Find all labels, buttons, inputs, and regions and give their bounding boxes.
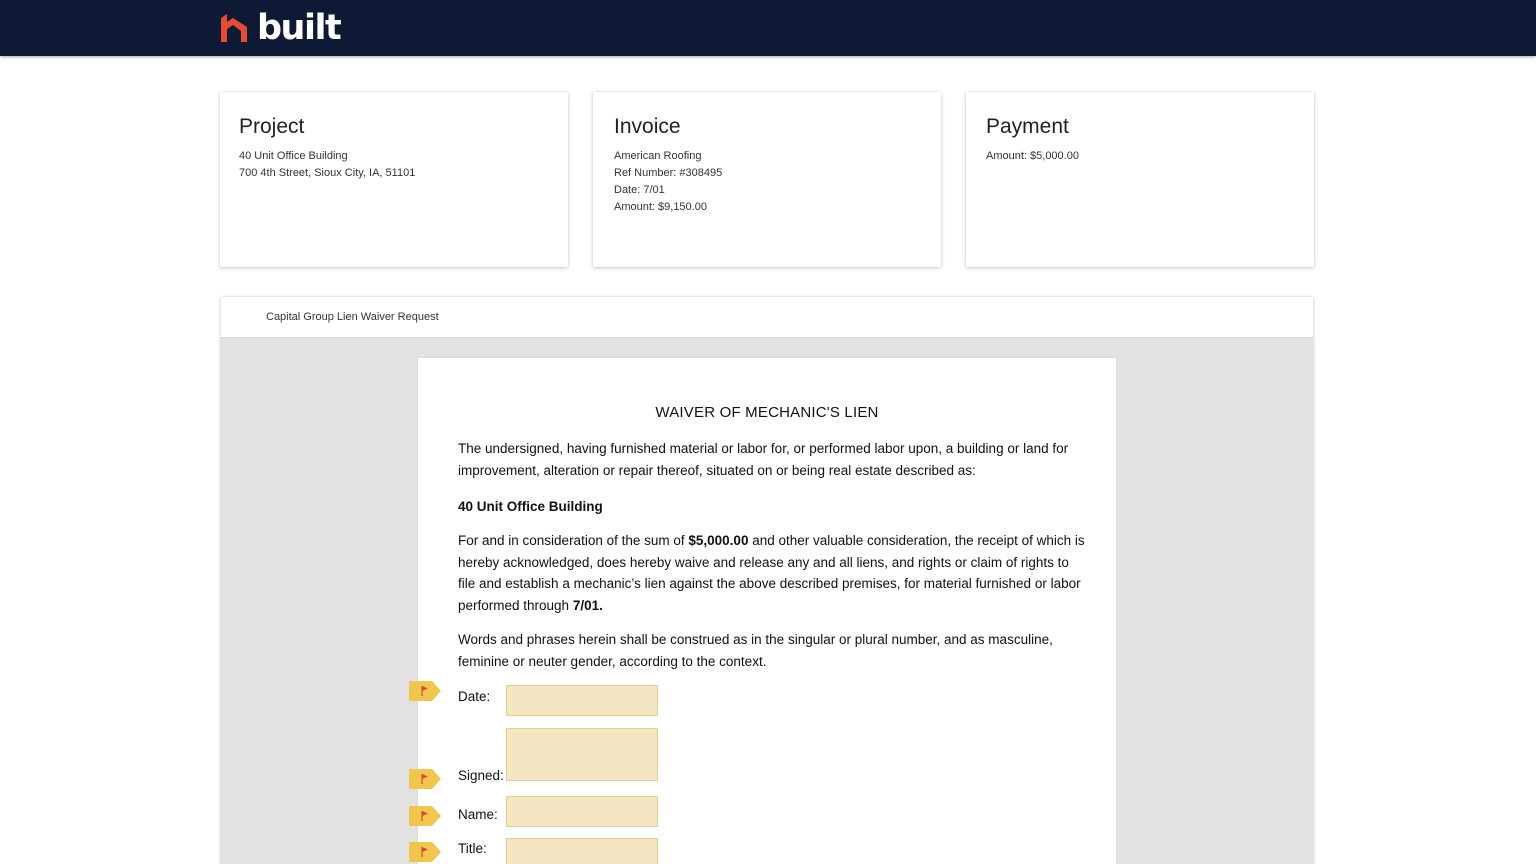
built-logo-icon <box>219 12 249 44</box>
title-field-flag-icon[interactable] <box>409 842 441 862</box>
document-title-tab[interactable]: Capital Group Lien Waiver Request <box>266 311 439 323</box>
waiver-title: WAIVER OF MECHANIC'S LIEN <box>655 404 879 421</box>
name-field-flag-icon[interactable] <box>409 806 441 826</box>
consideration-text-1: For and in consideration of the sum of <box>458 533 689 548</box>
invoice-amount: Amount: $9,150.00 <box>614 201 707 213</box>
name-label: Name: <box>458 807 498 822</box>
waiver-intro-paragraph: The undersigned, having furnished material or labor for, or performed labor upon, a building or land for improvement, alteration or repair thereof, situated on or being real estate described as: <box>458 441 1069 478</box>
signature-field-flag-icon[interactable] <box>409 769 441 789</box>
invoice-ref-number: Ref Number: #308495 <box>614 167 723 179</box>
project-name: 40 Unit Office Building <box>239 150 348 162</box>
project-card-title: Project <box>239 115 305 138</box>
payment-card-title: Payment <box>986 115 1069 138</box>
logo-text: built <box>257 8 341 48</box>
date-label: Date: <box>458 689 491 704</box>
title-input[interactable] <box>506 838 658 864</box>
waiver-consideration-paragraph <box>458 530 1088 616</box>
invoice-card <box>593 92 941 267</box>
waiver-construction-paragraph: Words and phrases herein shall be construed as in the singular or plural number, and as masculine, feminine or neuter gender, according to the context. <box>458 632 1053 669</box>
consideration-text-2: and other valuable consideration, the receipt of which is hereby acknowledged, does hereby waive and release any and all liens, and rights or claim of rights to file and establish a mechanic’s lien against the above described premises, for material furnished or labor performed through <box>458 533 1085 613</box>
document-viewer-header <box>221 297 1313 338</box>
date-field-flag-icon[interactable] <box>409 681 441 701</box>
signature-input[interactable] <box>506 728 658 781</box>
consideration-amount: $5,000.00 <box>688 533 749 548</box>
name-input[interactable] <box>506 796 658 827</box>
document-page <box>418 358 1116 864</box>
title-label: Title: <box>458 841 487 856</box>
document-viewer <box>221 297 1313 864</box>
built-logo[interactable] <box>219 8 341 48</box>
date-input[interactable] <box>506 685 658 716</box>
top-nav-bar <box>0 0 1536 56</box>
consideration-date: 7/01. <box>572 597 603 613</box>
payment-amount: Amount: $5,000.00 <box>986 150 1079 162</box>
waiver-project-name: 40 Unit Office Building <box>458 499 603 514</box>
project-address: 700 4th Street, Sioux City, IA, 51101 <box>239 167 416 179</box>
signed-label: Signed: <box>458 768 504 783</box>
project-card <box>220 92 568 267</box>
invoice-date: Date: 7/01 <box>614 184 665 196</box>
invoice-vendor: American Roofing <box>614 150 702 162</box>
payment-card <box>966 92 1314 267</box>
invoice-card-title: Invoice <box>614 115 681 138</box>
